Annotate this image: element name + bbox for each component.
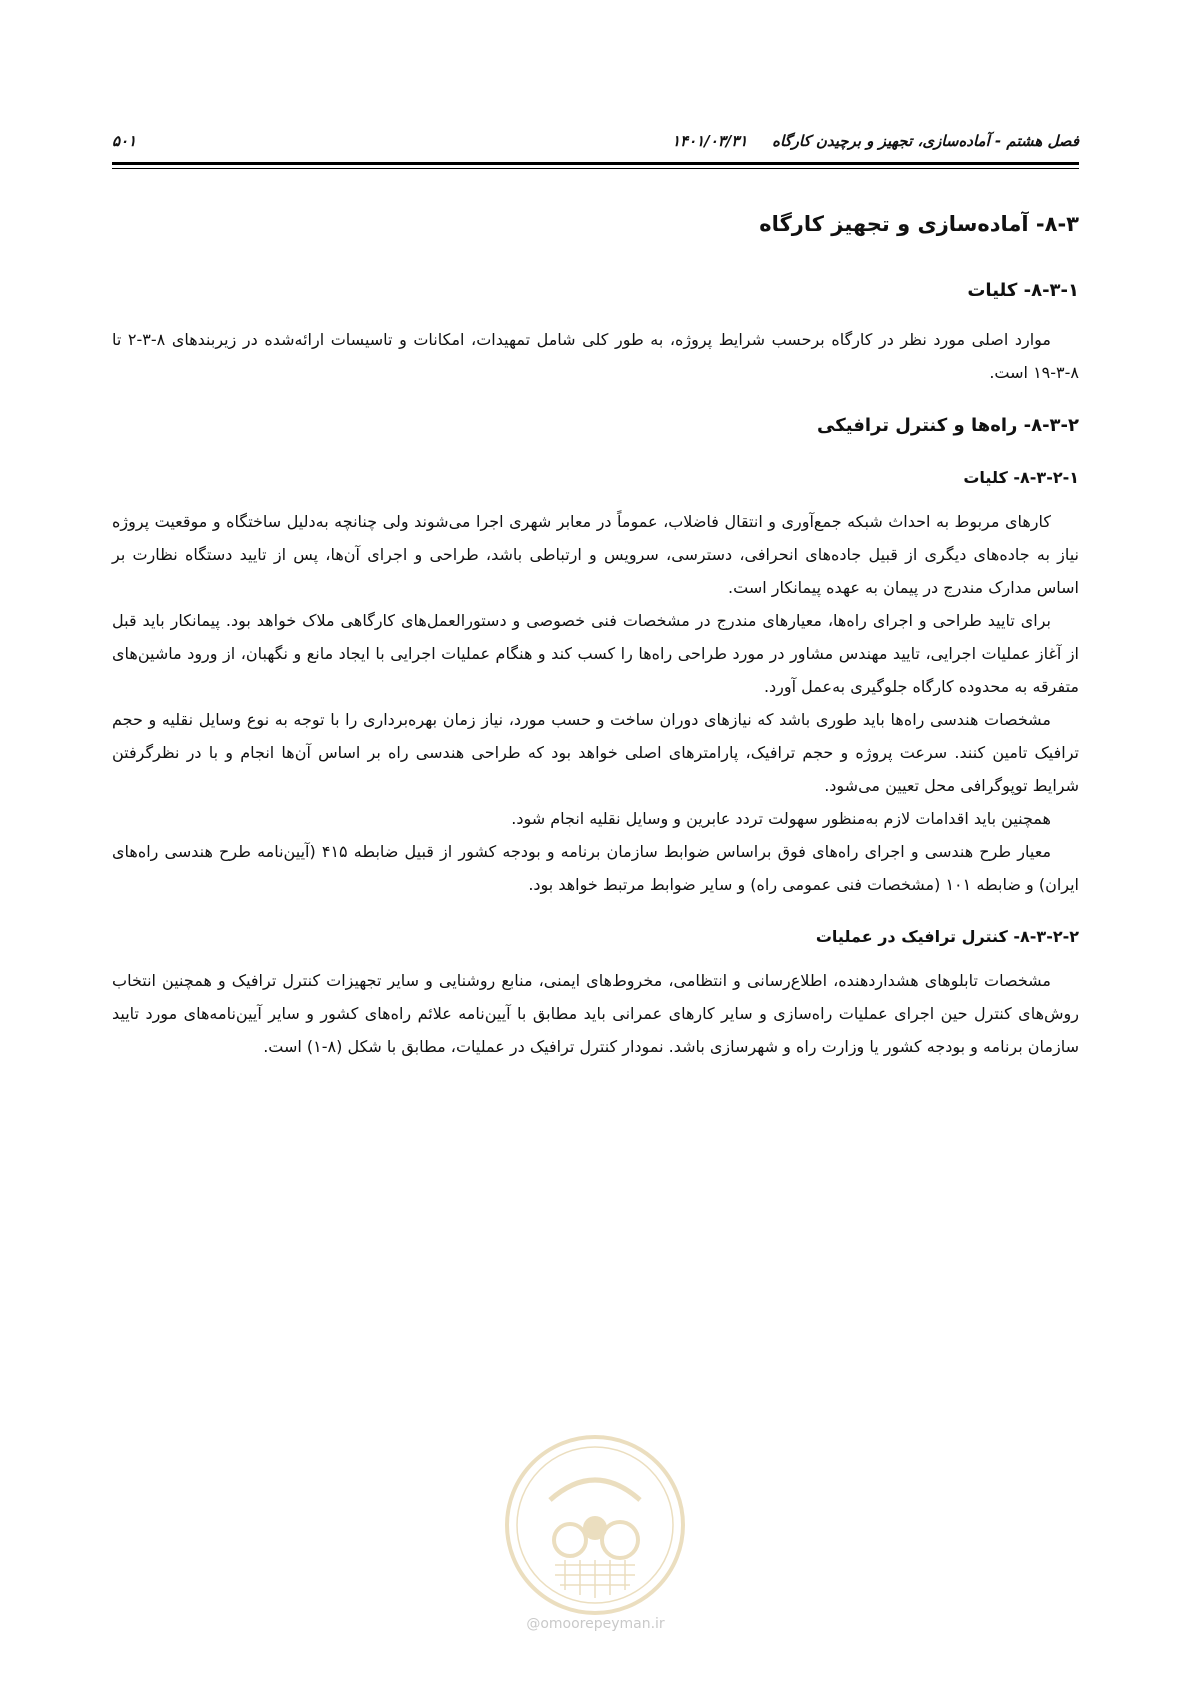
- paragraph: موارد اصلی مورد نظر در کارگاه برحسب شرایط پروژه، به طور کلی شامل تمهیدات، امکانات و تاسیسات ارائه‌شده در زیربندهای ۸-۳-۲ تا ۸-۳-۱۹ است.: [112, 330, 1079, 382]
- page-header: [112, 128, 1079, 158]
- paragraph: مشخصات هندسی راه‌ها باید طوری باشد که نیازهای دوران ساخت و حسب مورد، نیاز زمان بهره‌برداری را با توجه به نوع وسایل نقلیه و حجم ترافیک تامین کنند. سرعت پروژه و حجم ترافیک، پارامترهای اصلی خواهد بود که طراحی هندسی راه بر اساس آن‌ها انجام و با در نظرگرفتن شرایط توپوگرافی محل تعیین می‌شود.: [112, 710, 1079, 795]
- watermark-site: @omoorepeyman.ir: [526, 1616, 665, 1632]
- section-title-8-3-2-2: ۸-۳-۲-۲- کنترل ترافیک در عملیات: [815, 927, 1079, 946]
- paragraph: معیار طرح هندسی و اجرای راه‌های فوق براساس ضوابط سازمان برنامه و بودجه کشور از قبیل ضابطه ۴۱۵ (آیین‌نامه طرح هندسی راه‌های ایران) و ضابطه ۱۰۱ (مشخصات فنی عمومی راه) و سایر ضوابط مرتبط خواهد بود.: [112, 842, 1079, 894]
- watermark-logo-icon: [500, 1430, 690, 1620]
- paragraph: همچنین باید اقدامات لازم به‌منظور سهولت تردد عابرین و وسایل نقلیه انجام شود.: [511, 809, 1051, 828]
- section-title-8-3: ۸-۳- آماده‌سازی و تجهیز کارگاه: [759, 212, 1079, 236]
- paragraph: کارهای مربوط به احداث شبکه جمع‌آوری و انتقال فاضلاب، عموماً در معابر شهری اجرا می‌شوند ولی چنانچه به‌دلیل ساختگاه و موقعیت پروژه نیاز به جاده‌های دیگری از قبیل جاده‌های انحرافی، دسترسی، سرویس و ارتباطی باشد، طراحی و اجرای آن‌ها، پس از تایید دستگاه نظارت بر اساس مدارک مندرج در پیمان به عهده پیمانکار است.: [112, 512, 1079, 597]
- section-title-8-3-2-1: ۸-۳-۲-۱- کلیات: [963, 468, 1079, 487]
- header-date: ۱۴۰۱/۰۳/۳۱: [672, 132, 748, 150]
- section-title-8-3-1: ۸-۳-۱- کلیات: [967, 280, 1079, 301]
- header-rule-thin: [112, 168, 1079, 169]
- paragraph: برای تایید طراحی و اجرای راه‌ها، معیارهای مندرج در مشخصات فنی خصوصی و دستورالعمل‌های کارگاهی ملاک خواهد بود. پیمانکار باید قبل از آغاز عملیات اجرایی، تایید مهندس مشاور در مورد طراحی راه‌ها را کسب کند و هنگام عملیات اجرایی با ایجاد مانع و نگهبان، از ورود ماشین‌های متفرقه به محدوده کارگاه جلوگیری به‌عمل آورد.: [112, 611, 1079, 696]
- header-rule-thick: [112, 162, 1079, 165]
- section-title-8-3-2: ۸-۳-۲- راه‌ها و کنترل ترافیکی: [817, 415, 1079, 436]
- chapter-title: فصل هشتم - آماده‌سازی، تجهیز و برچیدن کارگاه: [772, 132, 1079, 150]
- page-number: ۵۰۱: [112, 132, 137, 150]
- page-body: [112, 212, 1079, 1089]
- paragraph: مشخصات تابلوهای هشداردهنده، اطلاع‌رسانی و انتظامی، مخروط‌های ایمنی، منابع روشنایی و سایر تجهیزات کنترل ترافیک و همچنین انتخاب روش‌های کنترل حین اجرای عملیات راه‌سازی و سایر کارهای عمرانی باید مطابق با آیین‌نامه علائم راه‌های کشور و سایر آیین‌نامه‌های مورد تایید سازمان برنامه و بودجه کشور یا وزارت راه و شهرسازی باشد. نمودار کنترل ترافیک در عملیات، مطابق با شکل (۸-۱) است.: [112, 971, 1079, 1056]
